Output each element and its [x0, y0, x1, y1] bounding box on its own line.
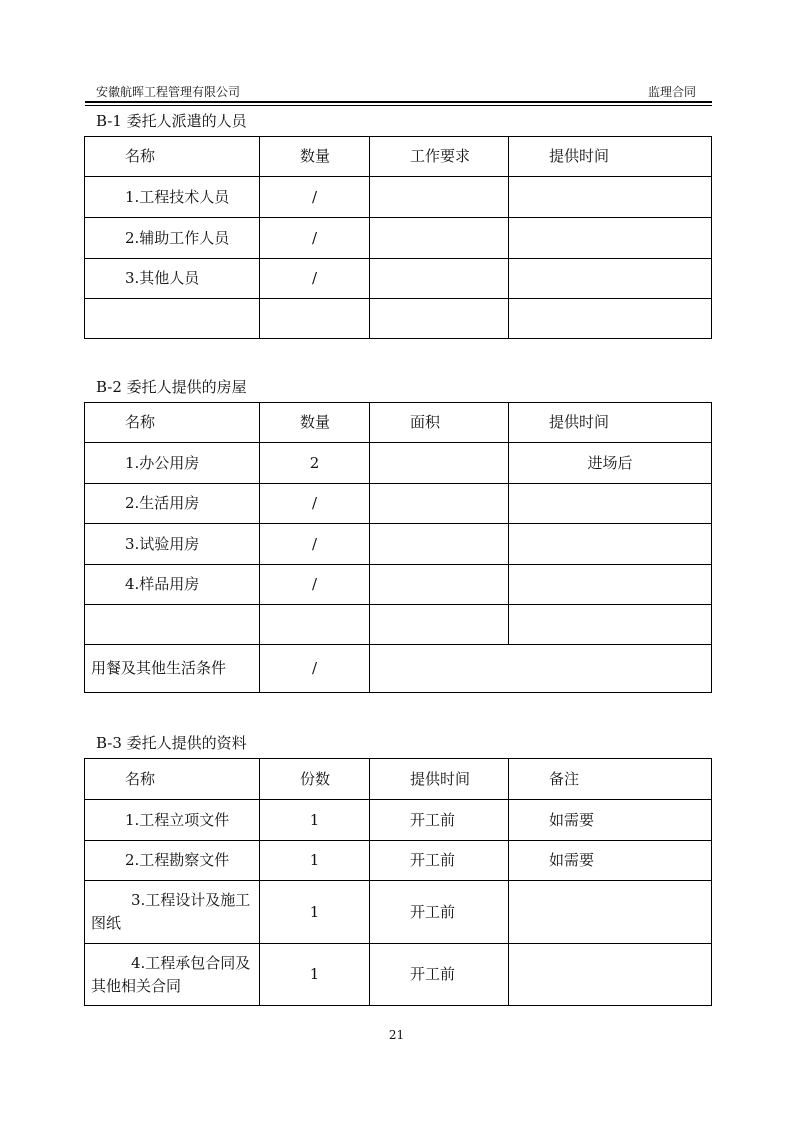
cell-area — [370, 524, 509, 565]
table-row — [85, 484, 712, 524]
header-doc-type: 监理合同 — [647, 85, 696, 99]
table-b3-documents — [84, 758, 712, 1006]
header-rule-thin — [85, 105, 712, 106]
header-rule — [85, 101, 712, 103]
cell-copies: 1 — [260, 944, 370, 1006]
cell-time — [509, 299, 712, 339]
cell-time: 开工前 — [370, 881, 509, 944]
table-row — [85, 177, 712, 218]
column-header: 工作要求 — [370, 137, 509, 177]
cell-name: 4.工程承包合同及其他相关合同 — [85, 944, 260, 1006]
table-row — [85, 565, 712, 605]
cell-requirement — [370, 259, 509, 299]
cell-time — [509, 565, 712, 605]
column-header: 面积 — [370, 403, 509, 443]
table-row — [85, 841, 712, 881]
cell-time — [509, 484, 712, 524]
table-header-row — [85, 403, 712, 443]
column-header: 提供时间 — [509, 137, 712, 177]
table-row — [85, 605, 712, 645]
cell-quantity: / — [260, 259, 370, 299]
table-b2-housing — [84, 402, 712, 693]
cell-quantity — [260, 299, 370, 339]
cell-copies: 1 — [260, 841, 370, 881]
column-header: 数量 — [260, 403, 370, 443]
cell-area — [370, 565, 509, 605]
column-header: 提供时间 — [509, 403, 712, 443]
cell-name: 2.生活用房 — [85, 484, 260, 524]
cell-area — [370, 605, 509, 645]
cell-area — [370, 443, 509, 484]
cell-copies: 1 — [260, 800, 370, 841]
cell-name: 2.辅助工作人员 — [85, 218, 260, 259]
column-header: 份数 — [260, 759, 370, 800]
cell-name — [85, 605, 260, 645]
table-row — [85, 524, 712, 565]
column-header: 数量 — [260, 137, 370, 177]
table-footer-row — [85, 645, 712, 693]
table-row — [85, 259, 712, 299]
cell-requirement — [370, 299, 509, 339]
column-header: 名称 — [85, 403, 260, 443]
table-row — [85, 881, 712, 944]
cell-quantity: / — [260, 177, 370, 218]
cell-name: 3.工程设计及施工图纸 — [85, 881, 260, 944]
cell-remark: 如需要 — [509, 800, 712, 841]
cell-time: 开工前 — [370, 944, 509, 1006]
cell-remark — [509, 944, 712, 1006]
cell-meal-value: / — [260, 645, 370, 693]
cell-requirement — [370, 177, 509, 218]
cell-quantity: / — [260, 565, 370, 605]
column-header: 名称 — [85, 759, 260, 800]
table-header-row — [85, 759, 712, 800]
column-header: 提供时间 — [370, 759, 509, 800]
table-row — [85, 218, 712, 259]
cell-quantity: 2 — [260, 443, 370, 484]
table-row — [85, 944, 712, 1006]
cell-quantity — [260, 605, 370, 645]
cell-time — [509, 177, 712, 218]
section-title-b3: B-3 委托人提供的资料 — [96, 734, 247, 752]
cell-quantity: / — [260, 218, 370, 259]
cell-quantity: / — [260, 484, 370, 524]
table-header-row — [85, 137, 712, 177]
table-row — [85, 800, 712, 841]
cell-remark: 如需要 — [509, 841, 712, 881]
cell-time: 开工前 — [370, 841, 509, 881]
section-title-b1: B-1 委托人派遣的人员 — [96, 112, 247, 130]
cell-name — [85, 299, 260, 339]
table-row — [85, 443, 712, 484]
table-row — [85, 299, 712, 339]
table-b1-personnel — [84, 136, 712, 339]
cell-time — [509, 524, 712, 565]
column-header: 备注 — [509, 759, 712, 800]
cell-time — [509, 259, 712, 299]
header-company: 安徽航晖工程管理有限公司 — [96, 85, 241, 99]
cell-time: 开工前 — [370, 800, 509, 841]
cell-name: 1.工程技术人员 — [85, 177, 260, 218]
cell-name: 1.工程立项文件 — [85, 800, 260, 841]
page-number: 21 — [388, 1028, 405, 1042]
cell-requirement — [370, 218, 509, 259]
cell-quantity: / — [260, 524, 370, 565]
cell-remark — [509, 881, 712, 944]
cell-meal-label: 用餐及其他生活条件 — [85, 645, 260, 693]
cell-name: 3.其他人员 — [85, 259, 260, 299]
section-title-b2: B-2 委托人提供的房屋 — [96, 378, 247, 396]
cell-name: 4.样品用房 — [85, 565, 260, 605]
cell-name: 1.办公用房 — [85, 443, 260, 484]
cell-time: 进场后 — [509, 443, 712, 484]
cell-name: 2.工程勘察文件 — [85, 841, 260, 881]
cell-time — [509, 218, 712, 259]
cell-name: 3.试验用房 — [85, 524, 260, 565]
cell-area — [370, 484, 509, 524]
cell-meal-empty — [370, 645, 712, 693]
column-header: 名称 — [85, 137, 260, 177]
cell-time — [509, 605, 712, 645]
cell-copies: 1 — [260, 881, 370, 944]
